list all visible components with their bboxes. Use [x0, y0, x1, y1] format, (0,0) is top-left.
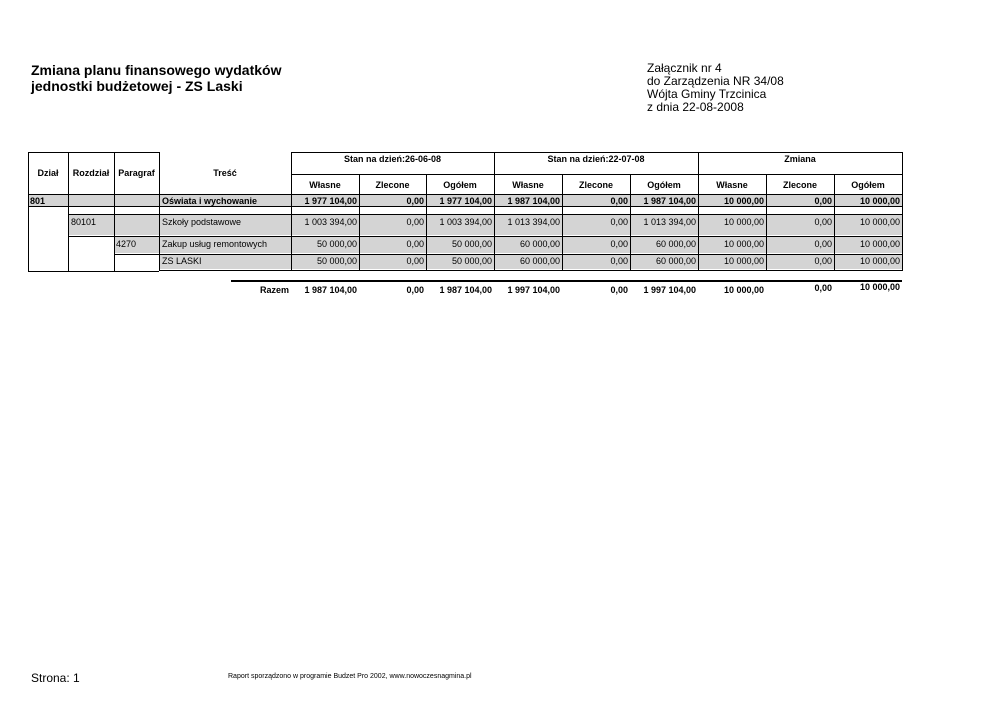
razem-value: 10 000,00 [859, 282, 900, 292]
cell-value: 10 000,00 [723, 217, 764, 227]
cell-value: 10 000,00 [723, 256, 764, 266]
razem-value: 0,00 [406, 285, 424, 295]
cell-value: 60 000,00 [655, 239, 696, 249]
cell-value: 60 000,00 [519, 256, 560, 266]
cell-paragraf: 4270 [116, 239, 137, 249]
razem-value: 1 997 104,00 [643, 285, 696, 295]
cell-value: 0,00 [814, 217, 832, 227]
cell-value: 10 000,00 [723, 196, 764, 206]
header-paragraf: Paragraf [118, 168, 155, 178]
header-stan-1: Stan na dzień:26-06-08 [343, 154, 442, 164]
cell-value: 0,00 [814, 196, 832, 206]
cell-value: 0,00 [610, 196, 628, 206]
cell-value: 60 000,00 [519, 239, 560, 249]
grid-line [291, 174, 902, 175]
header-ogolem: Ogółem [443, 180, 477, 190]
grid-line [159, 270, 902, 271]
cell-value: 0,00 [406, 256, 424, 266]
cell-value: 0,00 [814, 239, 832, 249]
cell-value: 50 000,00 [451, 239, 492, 249]
title-line-2: jednostki budżetowej - ZS Laski [31, 78, 243, 94]
grid-line [698, 152, 699, 271]
cell-rozdzial: 80101 [71, 217, 97, 227]
grid-line [68, 214, 902, 215]
grid-line [902, 152, 903, 271]
cell-value: 1 977 104,00 [439, 196, 492, 206]
cell-dzial: 801 [30, 196, 46, 206]
header-zlecone: Zlecone [375, 180, 410, 190]
cell-value: 1 977 104,00 [304, 196, 357, 206]
cell-value: 0,00 [814, 256, 832, 266]
grid-line [28, 152, 159, 153]
cell-value: 50 000,00 [316, 239, 357, 249]
cell-tresc: ZS LASKI [162, 256, 202, 266]
cell-tresc: Oświata i wychowanie [162, 196, 258, 206]
razem-value: 1 997 104,00 [507, 285, 560, 295]
title-line-1: Zmiana planu finansowego wydatków [31, 62, 282, 78]
cell-value: 0,00 [406, 196, 424, 206]
attachment-line-3: Wójta Gminy Trzcinica [647, 87, 767, 101]
cell-value: 50 000,00 [316, 256, 357, 266]
cell-value: 1 003 394,00 [304, 217, 357, 227]
grid-line [494, 152, 495, 271]
cell-value: 50 000,00 [451, 256, 492, 266]
razem-value: 1 987 104,00 [304, 285, 357, 295]
header-wlasne: Własne [309, 180, 341, 190]
cell-value: 0,00 [610, 239, 628, 249]
cell-value: 10 000,00 [859, 256, 900, 266]
cell-value: 0,00 [406, 217, 424, 227]
attachment-line-4: z dnia 22-08-2008 [647, 100, 744, 114]
razem-label: Razem [259, 285, 289, 295]
cell-value: 0,00 [610, 217, 628, 227]
page-number: Strona: 1 [31, 671, 80, 685]
cell-value: 1 013 394,00 [507, 217, 560, 227]
razem-value: 1 987 104,00 [439, 285, 492, 295]
total-line [231, 280, 902, 282]
cell-value: 10 000,00 [859, 217, 900, 227]
razem-value: 0,00 [610, 285, 628, 295]
razem-value: 0,00 [814, 283, 832, 293]
cell-value: 1 987 104,00 [507, 196, 560, 206]
cell-tresc: Zakup usług remontowych [162, 239, 268, 249]
document-title [31, 62, 281, 94]
cell-value: 1 003 394,00 [439, 217, 492, 227]
header-dzial: Dział [37, 168, 59, 178]
header-rozdzial: Rozdział [72, 168, 110, 178]
header-tresc: Treść [213, 168, 237, 178]
header-ogolem: Ogółem [647, 180, 681, 190]
cell-value: 10 000,00 [859, 196, 900, 206]
cell-value: 60 000,00 [655, 256, 696, 266]
grid-line [114, 254, 902, 255]
header-wlasne: Własne [512, 180, 544, 190]
cell-value: 1 013 394,00 [643, 217, 696, 227]
attachment-line-2: do Zarządzenia NR 34/08 [647, 74, 784, 88]
grid-line [291, 152, 902, 153]
header-wlasne: Własne [716, 180, 748, 190]
header-zlecone: Zlecone [782, 180, 817, 190]
grid-line [28, 271, 159, 272]
cell-value: 0,00 [610, 256, 628, 266]
cell-value: 10 000,00 [859, 239, 900, 249]
header-ogolem: Ogółem [851, 180, 885, 190]
cell-value: 1 987 104,00 [643, 196, 696, 206]
attachment-line-1: Załącznik nr 4 [647, 61, 722, 75]
cell-tresc: Szkoły podstawowe [162, 217, 242, 227]
report-footnote: Raport sporządzono w programie Budzet Pro 2002, www.nowoczesnagmina.pl [228, 673, 472, 680]
header-zlecone: Zlecone [578, 180, 613, 190]
header-zmiana: Zmiana [784, 154, 816, 164]
cell-value: 10 000,00 [723, 239, 764, 249]
razem-value: 10 000,00 [723, 285, 764, 295]
grid-line [291, 152, 292, 271]
cell-value: 0,00 [406, 239, 424, 249]
attachment-note [647, 62, 784, 114]
header-stan-2: Stan na dzień:22-07-08 [547, 154, 645, 164]
grid-line [68, 236, 902, 237]
